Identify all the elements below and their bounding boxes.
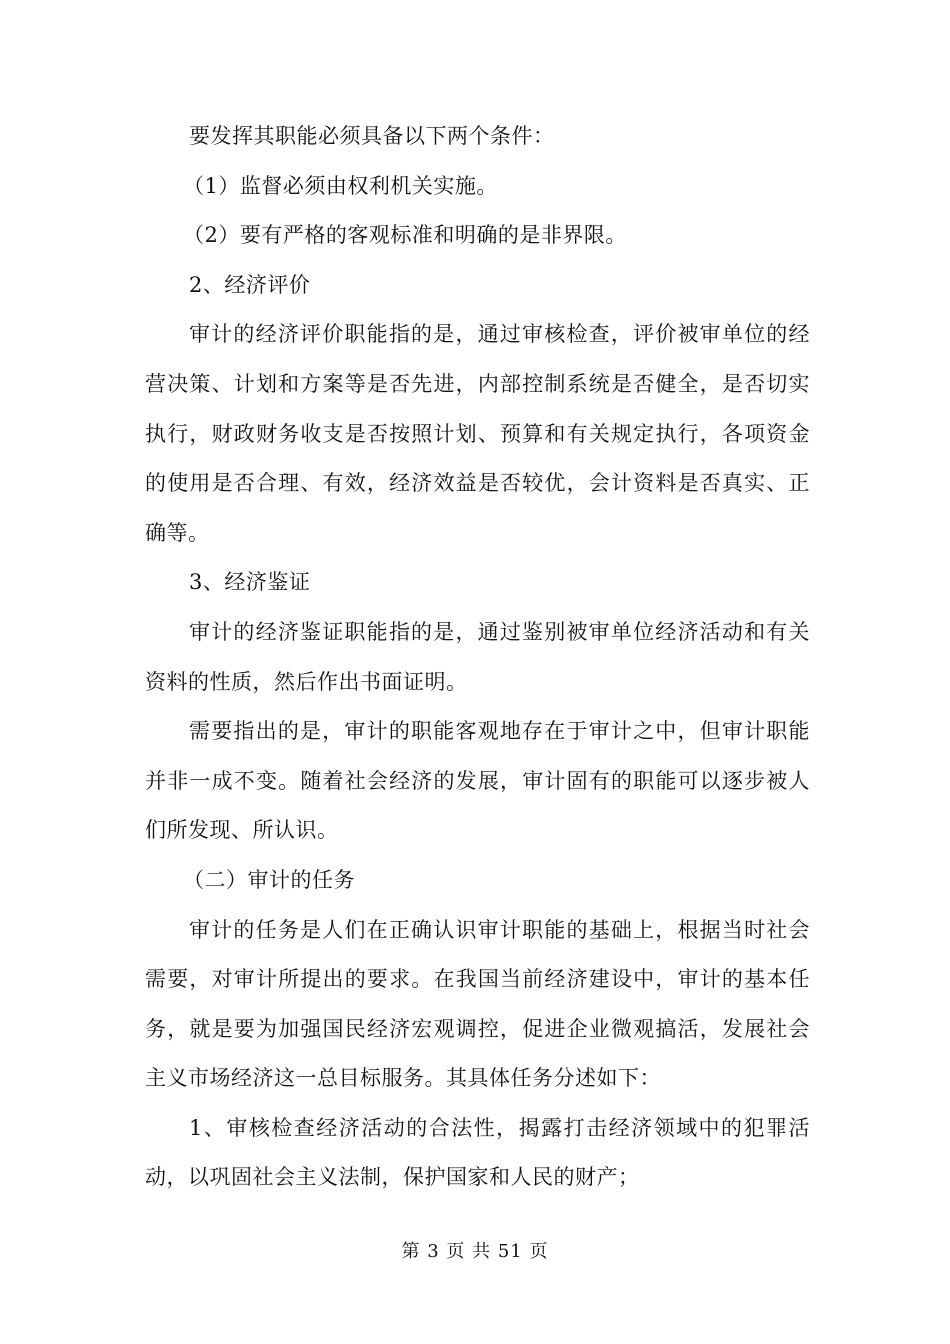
heading-economic-verification: 3、经济鉴证	[189, 570, 311, 595]
paragraph-economic-verification: 审计的经济鉴证职能指的是，通过鉴别被审单位经济活动和有关资料的性质，然后作出书面证明。	[145, 619, 810, 694]
paragraph-function-note: 需要指出的是，审计的职能客观地存在于审计之中，但审计职能并非一成不变。随着社会经济的发展，审计固有的职能可以逐步被人们所发现、所认识。	[145, 719, 810, 843]
heading-economic-evaluation: 2、经济评价	[189, 272, 311, 297]
document-body	[145, 112, 810, 1203]
paragraph-task-1: 1、审核检查经济活动的合法性，揭露打击经济领域中的犯罪活动，以巩固社会主义法制，保护国家和人民的财产；	[145, 1115, 810, 1190]
paragraph-condition-2: （2）要有严格的客观标准和明确的是非界限。	[183, 223, 627, 248]
paragraph-condition-1: （1）监督必须由权利机关实施。	[183, 173, 498, 198]
paragraph-audit-tasks: 审计的任务是人们在正确认识审计职能的基础上，根据当时社会需要，对审计所提出的要求。在我国当前经济建设中，审计的基本任务，就是要为加强国民经济宏观调控，促进企业微观搞活，发展社会主义市场经济这一总目标服务。其具体任务分述如下：	[145, 917, 810, 1091]
paragraph-conditions-intro: 要发挥其职能必须具备以下两个条件：	[189, 124, 555, 148]
heading-audit-tasks: （二）审计的任务	[183, 867, 355, 892]
page-footer: 第 3 页 共 51 页	[401, 1241, 549, 1262]
paragraph-economic-evaluation: 审计的经济评价职能指的是，通过审核检查，评价被审单位的经营决策、计划和方案等是否先进，内部控制系统是否健全，是否切实执行，财政财务收支是否按照计划、预算和有关规定执行，各项资金的使用是否合理、有效，经济效益是否较优，会计资料是否真实、正确等。	[145, 322, 810, 545]
